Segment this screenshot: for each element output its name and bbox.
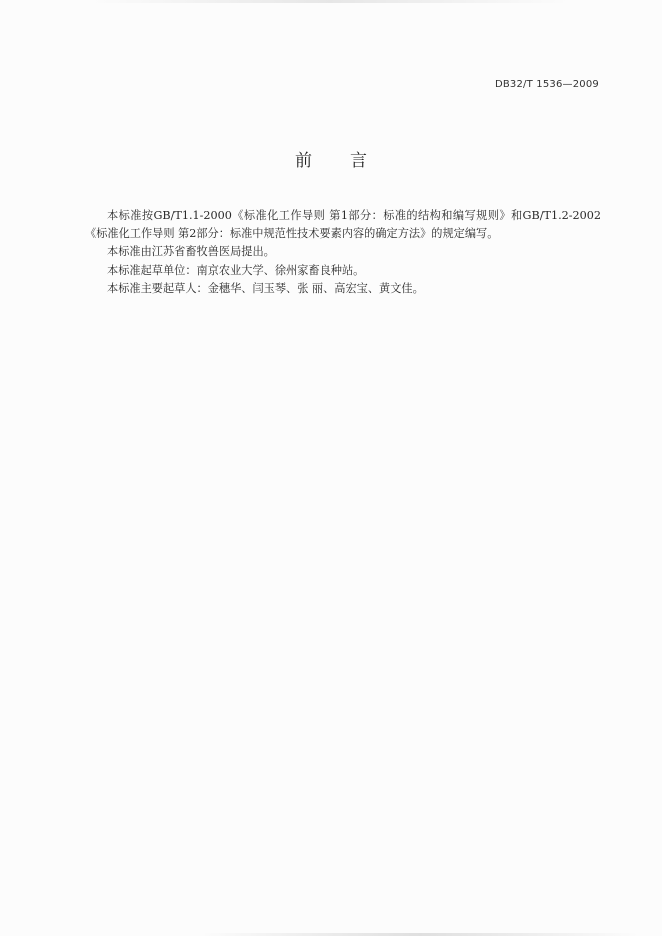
paragraph-drafting-rules: 本标准按GB/T1.1-2000《标准化工作导则 第1部分：标准的结构和编写规则》和GB/T1.2-2002《标准化工作导则 第2部分：标准中规范性技术要素内容的确定方法》的规定编写。 [85, 209, 601, 241]
standard-number: DB32/T 1536—2009 [494, 79, 599, 90]
paragraph-drafting-units: 本标准起草单位：南京农业大学、徐州家畜良种站。 [107, 263, 365, 277]
foreword-body [85, 207, 601, 298]
scan-artifact-top [90, 0, 570, 3]
paragraph-proposer: 本标准由江苏省畜牧兽医局提出。 [107, 245, 275, 259]
paragraph-drafters: 本标准主要起草人：金穗华、闫玉琴、张 丽、高宏宝、黄文佳。 [107, 281, 424, 295]
page-title: 前言 [295, 151, 405, 171]
